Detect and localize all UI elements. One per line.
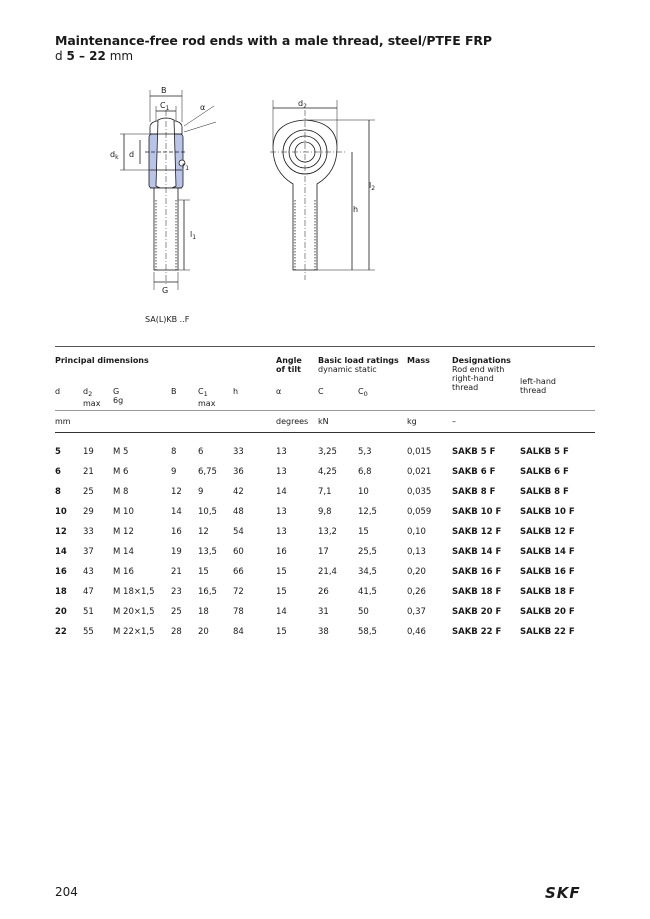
cell-left: SALKB 5 F [520,447,569,457]
cell-left: SALKB 6 F [520,467,569,477]
cell-d: 20 [55,607,67,617]
cell-C1: 15 [198,567,209,577]
cell-C0: 15 [358,527,369,537]
cell-G: M 16 [113,567,134,577]
unit-dash: – [452,417,456,426]
units-rule [55,432,595,433]
col-C1: $C_1$ max [198,387,216,408]
cell-left: SALKB 18 F [520,587,575,597]
cell-right: SAKB 6 F [452,467,496,477]
cell-C0: 34,5 [358,567,377,577]
header-rule [55,410,595,411]
cell-mass: 0,021 [407,467,432,477]
label-G: G [162,286,169,295]
cell-left: SALKB 10 F [520,507,575,517]
unit-kN: kN [318,417,329,426]
svg-text:SKF: SKF [545,885,581,901]
cell-d2: 47 [83,587,94,597]
cell-d2: 51 [83,607,94,617]
cell-right: SAKB 22 F [452,627,502,637]
cell-alpha: 13 [276,507,287,517]
cell-B: 23 [171,587,182,597]
cell-right: SAKB 12 F [452,527,502,537]
cell-B: 16 [171,527,182,537]
cell-mass: 0,37 [407,607,426,617]
cell-alpha: 16 [276,547,287,557]
cell-G: M 18×1,5 [113,587,155,597]
front-view [270,100,375,280]
cell-left: SALKB 14 F [520,547,575,557]
table-row [0,487,650,501]
cell-mass: 0,13 [407,547,426,557]
cell-C1: 16,5 [198,587,217,597]
cell-G: M 8 [113,487,129,497]
cell-right: SAKB 5 F [452,447,496,457]
cell-C1: 13,5 [198,547,217,557]
cell-alpha: 13 [276,447,287,457]
cell-C: 9,8 [318,507,332,517]
group-principal-dimensions: Principal dimensions [55,356,149,365]
cell-B: 28 [171,627,182,637]
cell-C0: 25,5 [358,547,377,557]
cell-C0: 10 [358,487,369,497]
cell-right: SAKB 10 F [452,507,502,517]
cell-right: SAKB 20 F [452,607,502,617]
label-d: d [129,150,135,159]
cell-left: SALKB 16 F [520,567,575,577]
table-row [0,567,650,581]
cell-C: 13,2 [318,527,337,537]
cell-C: 7,1 [318,487,332,497]
cell-alpha: 13 [276,467,287,477]
cell-d: 16 [55,567,67,577]
table-row [0,447,650,461]
cell-alpha: 14 [276,607,287,617]
cell-d: 22 [55,627,67,637]
table-row [0,547,650,561]
cell-d2: 19 [83,447,94,457]
cell-left: SALKB 8 F [520,487,569,497]
cell-C1: 6,75 [198,467,217,477]
col-d: d [55,387,61,396]
label-l1: $l_1$ [190,230,197,241]
cell-d: 10 [55,507,67,517]
cell-C0: 50 [358,607,369,617]
cell-G: M 14 [113,547,134,557]
unit-mm: mm [55,417,71,426]
cell-C: 4,25 [318,467,337,477]
cell-h: 48 [233,507,244,517]
col-alpha: α [276,387,282,396]
cell-h: 36 [233,467,244,477]
cell-B: 8 [171,447,177,457]
label-B: B [161,86,167,95]
table-row [0,527,650,541]
subtitle-range: 5 – 22 [66,49,106,63]
cell-d2: 37 [83,547,94,557]
cell-h: 84 [233,627,244,637]
label-C1: $C_1$ [160,101,170,112]
page-title: Maintenance-free rod ends with a male thread, steel/PTFE FRP [55,33,492,48]
subtitle-symbol: d [55,49,63,63]
label-alpha: α [200,103,206,112]
cell-C1: 6 [198,447,204,457]
cell-mass: 0,10 [407,527,426,537]
cell-alpha: 14 [276,487,287,497]
page-number: 204 [55,885,78,899]
cell-C: 38 [318,627,329,637]
group-mass: Mass [407,356,430,365]
cell-alpha: 13 [276,527,287,537]
cell-mass: 0,20 [407,567,426,577]
cell-G: M 6 [113,467,129,477]
cell-mass: 0,059 [407,507,432,517]
col-C0: $C_0$ [358,387,368,398]
group-angle-of-tilt: Angle of tilt [276,356,302,374]
cell-left: SALKB 22 F [520,627,575,637]
subtitle-unit: mm [109,49,134,63]
cell-C: 3,25 [318,447,337,457]
cell-G: M 20×1,5 [113,607,155,617]
table-row [0,587,650,601]
cell-d: 14 [55,547,67,557]
cell-B: 9 [171,467,177,477]
col-C: C [318,387,324,396]
col-h: h [233,387,239,396]
cell-C0: 5,3 [358,447,372,457]
cell-C: 17 [318,547,329,557]
cell-left: SALKB 12 F [520,527,575,537]
cell-C: 21,4 [318,567,337,577]
cell-C1: 20 [198,627,209,637]
cell-right: SAKB 14 F [452,547,502,557]
group-load-ratings: Basic load ratings dynamic static [318,356,399,374]
cell-d2: 33 [83,527,94,537]
section-view [120,90,216,290]
cell-B: 25 [171,607,182,617]
cell-G: M 12 [113,527,134,537]
rod-end-drawing [0,0,650,340]
cell-alpha: 15 [276,567,287,577]
cell-left: SALKB 20 F [520,607,575,617]
cell-alpha: 15 [276,587,287,597]
cell-d: 6 [55,467,61,477]
cell-C0: 6,8 [358,467,372,477]
table-top-rule [55,346,595,347]
cell-C1: 12 [198,527,209,537]
cell-d: 5 [55,447,61,457]
skf-logo [545,885,597,901]
col-B: B [171,387,177,396]
group-designations: Designations Rod end with right-hand thread [452,356,511,392]
unit-degrees: degrees [276,417,309,426]
cell-d2: 21 [83,467,94,477]
cell-C1: 10,5 [198,507,217,517]
cell-d: 8 [55,487,61,497]
col-G: G 6g [113,387,124,405]
cell-B: 12 [171,487,182,497]
label-r1: $r_1$ [182,161,190,172]
cell-B: 14 [171,507,182,517]
cell-mass: 0,46 [407,627,426,637]
col-d2: $d_2$ max [83,387,101,408]
cell-C0: 41,5 [358,587,377,597]
cell-C0: 12,5 [358,507,377,517]
cell-B: 21 [171,567,182,577]
cell-h: 66 [233,567,244,577]
cell-C: 31 [318,607,329,617]
cell-right: SAKB 16 F [452,567,502,577]
cell-alpha: 15 [276,627,287,637]
cell-h: 33 [233,447,244,457]
label-d2: $d_2$ [298,99,307,110]
cell-C1: 18 [198,607,209,617]
cell-C1: 9 [198,487,204,497]
cell-B: 19 [171,547,182,557]
table-row [0,627,650,641]
cell-d2: 25 [83,487,94,497]
cell-mass: 0,035 [407,487,432,497]
cell-h: 42 [233,487,244,497]
cell-h: 72 [233,587,244,597]
cell-mass: 0,015 [407,447,432,457]
col-left-hand: left-hand thread [520,377,556,395]
cell-C0: 58,5 [358,627,377,637]
label-l2: $l_2$ [369,181,376,192]
cell-C: 26 [318,587,329,597]
label-h: h [353,205,359,214]
figure-caption: SA(L)KB ..F [145,315,190,324]
cell-d: 12 [55,527,67,537]
cell-d2: 29 [83,507,94,517]
table-row [0,507,650,521]
cell-d2: 55 [83,627,94,637]
cell-right: SAKB 8 F [452,487,496,497]
cell-G: M 22×1,5 [113,627,155,637]
cell-d2: 43 [83,567,94,577]
table-row [0,467,650,481]
table-row [0,607,650,621]
cell-G: M 10 [113,507,134,517]
label-dk: $d_k$ [110,150,119,161]
cell-G: M 5 [113,447,129,457]
cell-right: SAKB 18 F [452,587,502,597]
cell-mass: 0,26 [407,587,426,597]
cell-h: 60 [233,547,244,557]
cell-h: 78 [233,607,244,617]
cell-d: 18 [55,587,67,597]
cell-h: 54 [233,527,244,537]
unit-kg: kg [407,417,417,426]
